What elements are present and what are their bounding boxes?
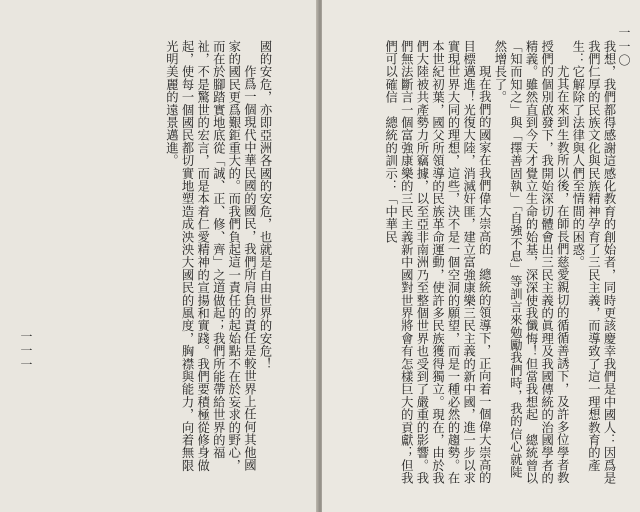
- left-page-text: [82, 40, 272, 482]
- left-page-number: 一一一: [19, 330, 33, 372]
- right-paragraph-3: 現在我們的國家在我們偉大崇高的 總統的領導下，正向着一個偉大崇高的目標邁進！光復大陸，消滅奸匪，建立富強康樂三民主義的新中國，進一步以求實現世界大同的理想，這些，決不是一個空洞的願望，而是一種必然的趨勢。在本世紀初葉，國父所領導的民族革命運動，使許多民族獲得獨立。現在，由於我們大陸被共產勢力所竊據，以至亞非南洲乃至整個世界也受到了嚴重的影響。我們無法斷言一個富強康樂的三民主義新中國對世界將會有怎樣巨大的貢獻；但我們可以確信 總統的訓示：「中華民: [383, 40, 492, 485]
- left-page: [0, 0, 318, 512]
- right-paragraph-2: 尤其在來到生教所以後，在師長們慈愛親切的循循善誘下，及許多位學者教授們的個別啟發下，我開始深切體會出三民主義的眞理及我國傳統的治國學者的精義。雖然直到今天才覺立生命的始基，深深使我懺悔！但當我想起 總統曾以「知而知之」與「擇善固執」「自強不息」等訓言來勉勵我們時，我的信心就陡然增長了。: [492, 40, 570, 485]
- right-page-text: [354, 40, 616, 488]
- left-paragraph-2: 作爲一個現代中華民國的國民，我們所肩負的責任是較世界上任何其他國家的國民更爲艱鉅重大的。而我們負起這一責任的起始點不在於妄求的野心，而在於腳踏實地底從「誠、正、修、齊」之道做起；我們所能帶給世界的福祉，不是驚世的宏言，而是本着仁愛精神的宣揚和實踐。我們要積極從修身做起，使每一個國民都切實地塑造成泱泱大國民的風度，胸襟與能力，向着無限光明美麗的遠景邁進。: [164, 40, 257, 472]
- right-page: [322, 0, 640, 512]
- right-page-number: 一一〇: [617, 26, 631, 68]
- left-paragraph-1: 國的安危，亦即亞洲各國的安危，也就是自由世界的安危！: [258, 40, 272, 371]
- right-paragraph-1: 我想，我們都得感謝這感化教育的創始者，同時更該慶幸我們是中國人：因爲是我們仁厚的民族文化與民族精神孕育了三民主義，而導致了這一理想教育的產生：它解除了法律與人們至情間的困惑。: [570, 40, 616, 485]
